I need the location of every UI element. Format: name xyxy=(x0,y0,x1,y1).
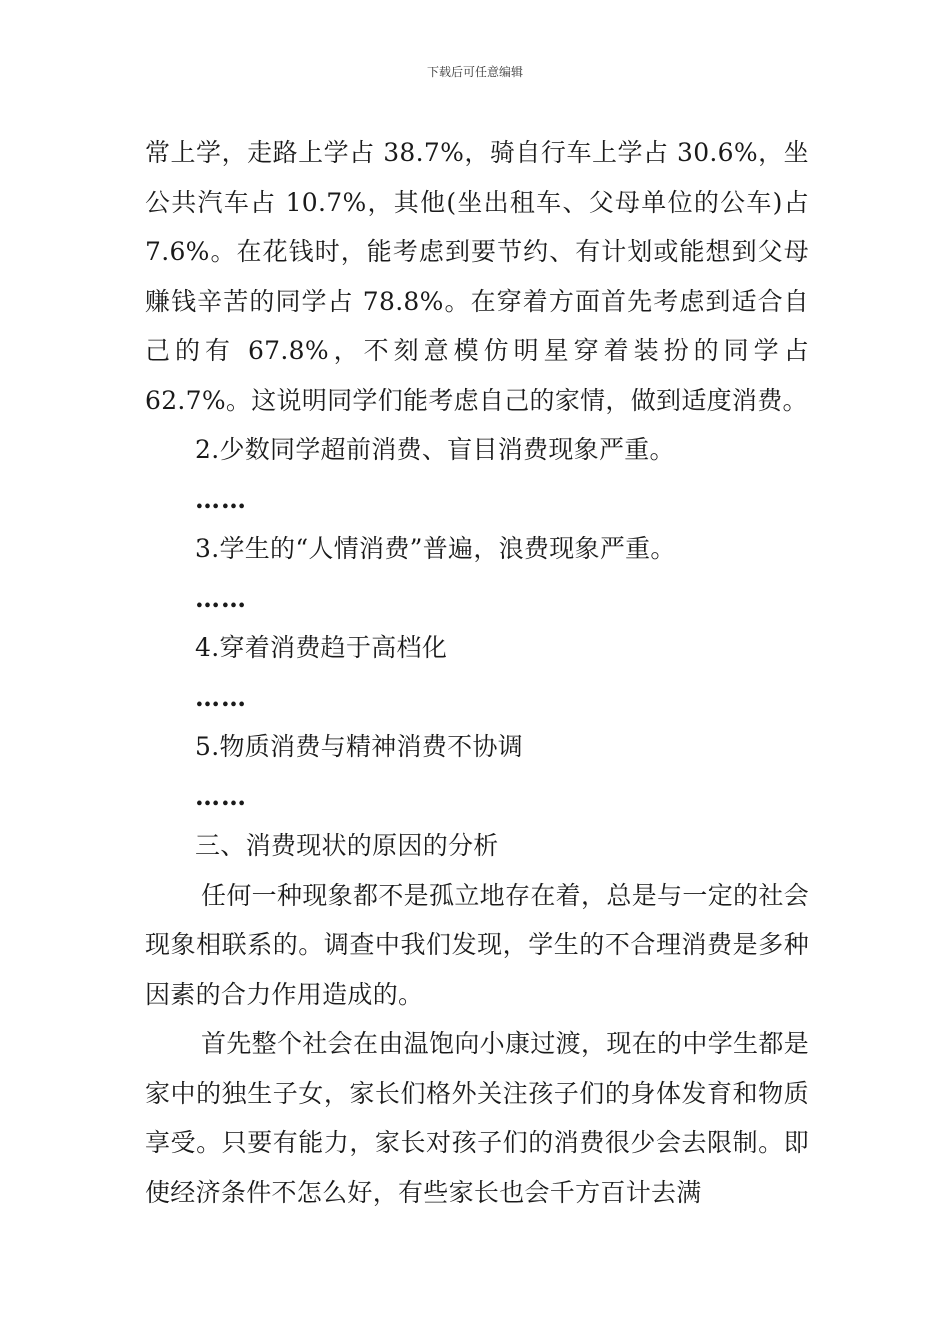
document-body xyxy=(145,128,809,1217)
finding-item-2: 2.少数同学超前消费、盲目消费现象严重。 xyxy=(195,435,675,464)
ellipsis-4: …… xyxy=(195,682,247,712)
finding-item-3: 3.学生的“人情消费”普遍，浪费现象严重。 xyxy=(195,534,676,563)
ellipsis-5: …… xyxy=(195,781,247,811)
paragraph-social-causes: 任何一种现象都不是孤立地存在着，总是与一定的社会现象相联系的。调查中我们发现，学生的不合理消费是多种因素的合力作用造成的。 xyxy=(145,880,809,1009)
ellipsis-2: …… xyxy=(195,484,247,514)
ellipsis-3: …… xyxy=(195,583,247,613)
section-heading-3: 三、消费现状的原因的分析 xyxy=(195,831,499,860)
page-header: 下载后可任意编辑 xyxy=(426,65,523,79)
paragraph-family-factors: 首先整个社会在由温饱向小康过渡，现在的中学生都是家中的独生子女，家长们格外关注孩子们的身体发育和物质享受。只要有能力，家长对孩子们的消费很少会去限制。即使经济条件不怎么好，有些家长也会千方百计去满 xyxy=(145,1029,809,1207)
finding-item-4: 4.穿着消费趋于高档化 xyxy=(195,633,448,662)
finding-item-5: 5.物质消费与精神消费不协调 xyxy=(195,732,524,761)
paragraph-commute-and-spending: 常上学，走路上学占 38.7%，骑自行车上学占 30.6%，坐公共汽车占 10.7%，其他(坐出租车、父母单位的公车)占 7.6%。在花钱时，能考虑到要节约、有计划或能想到父母赚钱辛苦的同学占 78.8%。在穿着方面首先考虑到适合自己的有 67.8%，不刻意模仿明星穿着装扮的同学占 62.7%。这说明同学们能考虑自己的家情，做到适度消费。 xyxy=(145,138,809,415)
